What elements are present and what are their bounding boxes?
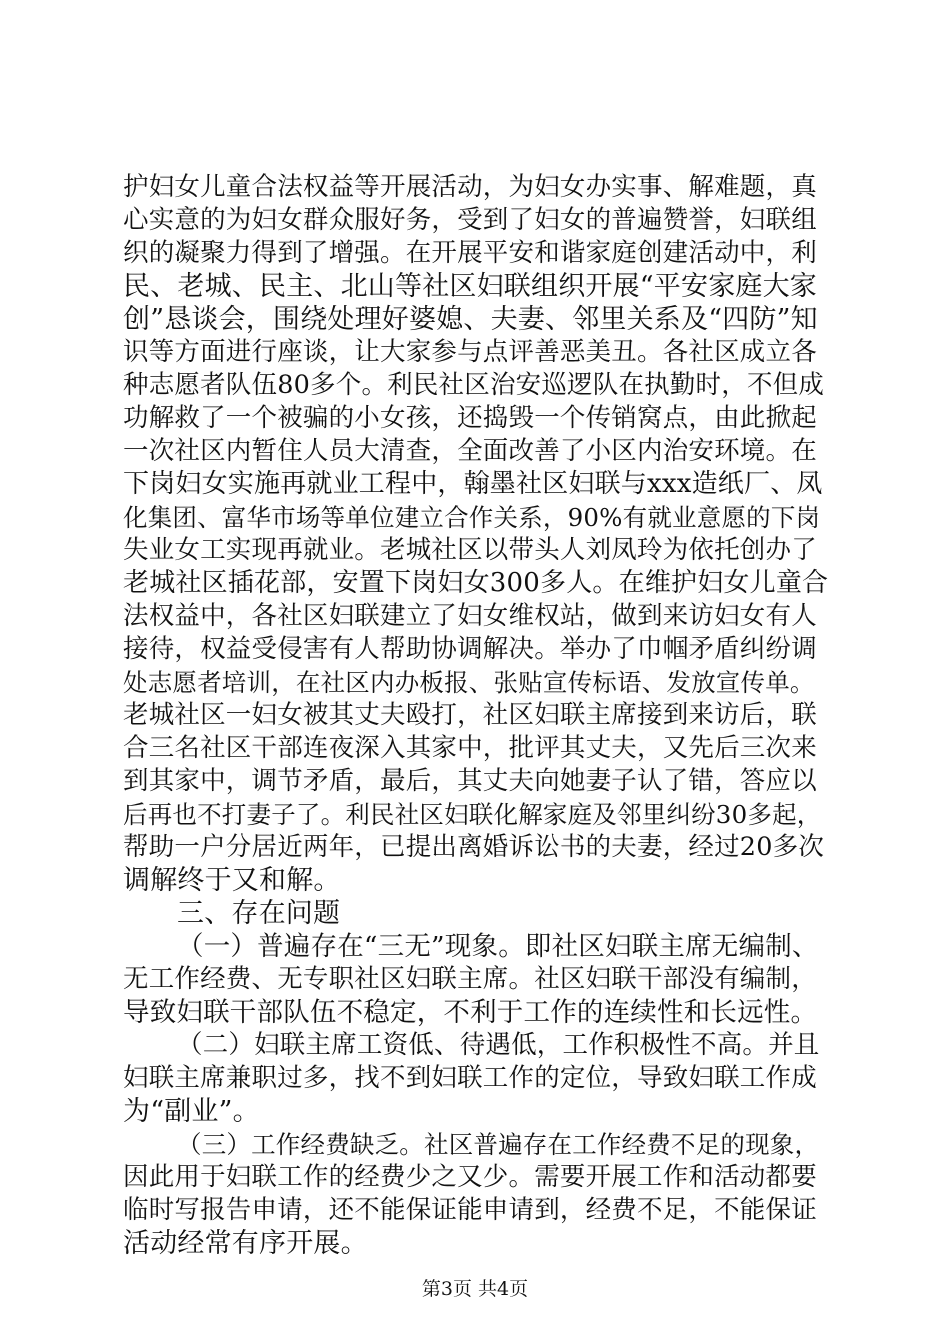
text-line: 为“副业”。 — [123, 1096, 260, 1127]
text-line: 识等方面进行座谈，让大家参与点评善恶美丑。各社区成立各 — [123, 337, 817, 367]
text-line: 处志愿者培训，在社区内办板报、张贴宣传标语、发放宣传单。 — [123, 668, 815, 697]
text-line: 活动经常有序开展。 — [123, 1228, 368, 1259]
text-line: 下岗妇女实施再就业工程中，翰墨社区妇联与xxx造纸厂、凤 — [123, 469, 823, 499]
text-line: 织的凝聚力得到了增强。在开展平安和谐家庭创建活动中，利 — [123, 238, 817, 268]
text-line: 到其家中，调节矛盾，最后，其丈夫向她妻子认了错，答应以 — [123, 766, 817, 796]
text-line: （一）普遍存在“三无”现象。即社区妇联主席无编制、 — [177, 931, 819, 962]
text-line: 帮助一户分居近两年，已提出离婚诉讼书的夫妻，经过20多次 — [123, 832, 825, 862]
text-line: 妇联主席兼职过多，找不到妇联工作的定位，导致妇联工作成 — [123, 1063, 817, 1093]
text-line: （三）工作经费缺乏。社区普遍存在工作经费不足的现象， — [177, 1130, 820, 1159]
text-line: 后再也不打妻子了。利民社区妇联化解家庭及邻里纠纷30多起， — [123, 800, 822, 829]
text-line: 失业女工实现再就业。老城社区以带头人刘凤玲为依托创办了 — [123, 535, 817, 565]
section-heading: 三、存在问题 — [177, 898, 341, 929]
text-line: 功解救了一个被骗的小女孩，还捣毁一个传销窝点，由此掀起 — [123, 403, 817, 433]
text-line: 种志愿者队伍80多个。利民社区治安巡逻队在执勤时，不但成 — [123, 370, 825, 400]
text-line: 合三名社区干部连夜深入其家中，批评其丈夫，又先后三次来 — [123, 733, 817, 763]
text-line: 一次社区内暂住人员大清查，全面改善了小区内治安环境。在 — [123, 436, 817, 466]
text-line: 护妇女儿童合法权益等开展活动，为妇女办实事、解难题，真 — [123, 172, 817, 202]
text-line: 老城社区插花部，安置下岗妇女300多人。在维护妇女儿童合 — [123, 568, 829, 598]
text-line: 创”恳谈会，围绕处理好婆媳、夫妻、邻里关系及“四防”知 — [123, 304, 818, 335]
text-line: 接待，权益受侵害有人帮助协调解决。举办了巾帼矛盾纠纷调 — [123, 634, 817, 664]
page-number-footer: 第3页 共4页 — [421, 1278, 529, 1300]
text-line: 老城社区一妇女被其丈夫殴打，社区妇联主席接到来访后，联 — [123, 700, 817, 730]
text-line: 因此用于妇联工作的经费少之又少。需要开展工作和活动都要 — [123, 1162, 817, 1192]
text-line: 临时写报告申请，还不能保证能申请到，经费不足，不能保证 — [123, 1195, 817, 1225]
text-line: 调解终于又和解。 — [123, 865, 341, 896]
text-line: 民、老城、民主、北山等社区妇联组织开展“平安家庭大家 — [123, 271, 818, 302]
text-line: 导致妇联干部队伍不稳定，不利于工作的连续性和长远性。 — [123, 997, 818, 1028]
text-line: 化集团、富华市场等单位建立合作关系，90%有就业意愿的下岗 — [123, 503, 821, 532]
text-line: 无工作经费、无专职社区妇联主席。社区妇联干部没有编制， — [123, 964, 817, 994]
text-line: 法权益中，各社区妇联建立了妇女维权站，做到来访妇女有人 — [123, 601, 817, 631]
text-line: 心实意的为妇女群众服好务，受到了妇女的普遍赞誉，妇联组 — [123, 205, 817, 235]
text-line: （二）妇联主席工资低、待遇低，工作积极性不高。并且 — [177, 1030, 820, 1060]
